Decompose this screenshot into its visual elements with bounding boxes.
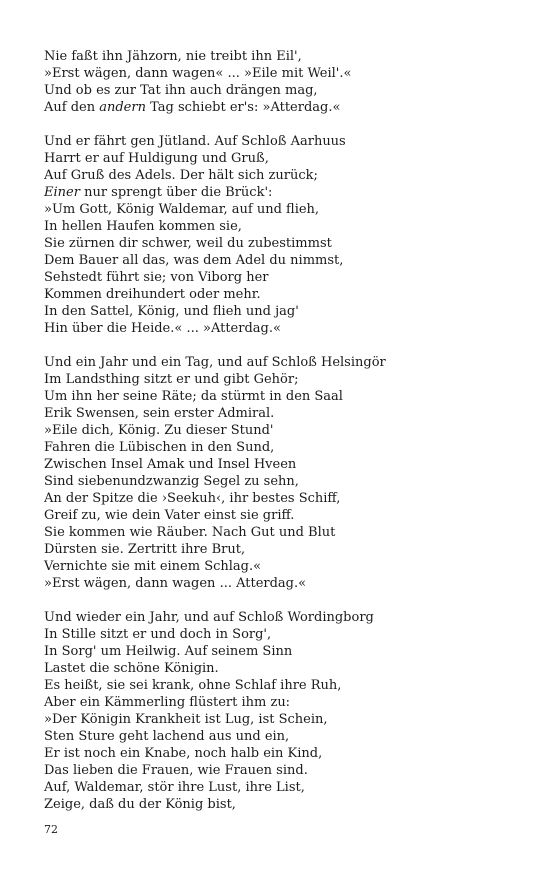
poem-line bbox=[44, 184, 524, 201]
line-text: Erik Swensen, sein erster Admiral. bbox=[44, 406, 275, 421]
poem-line bbox=[44, 269, 524, 286]
poem-line bbox=[44, 150, 524, 167]
line-text: Dürsten sie. Zertritt ihre Brut, bbox=[44, 542, 246, 557]
line-text: Lastet die schöne Königin. bbox=[44, 661, 219, 676]
line-text: Kommen dreihundert oder mehr. bbox=[44, 287, 261, 302]
line-text: Und wieder ein Jahr, und auf Schloß Wordingborg bbox=[44, 610, 374, 625]
line-text: Sind siebenundzwanzig Segel zu sehn, bbox=[44, 474, 299, 489]
poem-line bbox=[44, 745, 524, 762]
poem-line bbox=[44, 201, 524, 218]
poem-page bbox=[44, 48, 524, 830]
line-text: »Erst wägen, dann wagen ... Atterdag.« bbox=[44, 576, 307, 591]
line-text: In hellen Haufen kommen sie, bbox=[44, 219, 242, 234]
line-text: Sie kommen wie Räuber. Nach Gut und Blut bbox=[44, 525, 336, 540]
line-text: Hin über die Heide.« ... »Atterdag.« bbox=[44, 321, 281, 336]
line-text: Im Landsthing sitzt er und gibt Gehör; bbox=[44, 372, 299, 387]
poem-line bbox=[44, 82, 524, 99]
line-text: Und ob es zur Tat ihn auch drängen mag, bbox=[44, 83, 318, 98]
poem-line bbox=[44, 252, 524, 269]
poem-line bbox=[44, 354, 524, 371]
line-text: Fahren die Lübischen in den Sund, bbox=[44, 440, 275, 455]
poem-line bbox=[44, 694, 524, 711]
poem-line bbox=[44, 456, 524, 473]
line-text: Dem Bauer all das, was dem Adel du nimmst, bbox=[44, 253, 344, 268]
line-text: Das lieben die Frauen, wie Frauen sind. bbox=[44, 763, 308, 778]
line-text: An der Spitze die ›Seekuh‹, ihr bestes Schiff, bbox=[44, 491, 341, 506]
line-text: Tag schiebt er's: »Atterdag.« bbox=[145, 100, 341, 115]
line-text: Es heißt, sie sei krank, ohne Schlaf ihre Ruh, bbox=[44, 678, 342, 693]
poem-line bbox=[44, 541, 524, 558]
poem-line bbox=[44, 422, 524, 439]
poem-line bbox=[44, 643, 524, 660]
line-text: Auf Gruß des Adels. Der hält sich zurück; bbox=[44, 168, 318, 183]
line-text: Auf den bbox=[44, 100, 100, 115]
poem-line bbox=[44, 388, 524, 405]
line-text: Nie faßt ihn Jähzorn, nie treibt ihn Eil', bbox=[44, 49, 302, 64]
poem-line bbox=[44, 320, 524, 337]
line-text: Zeige, daß du der König bist, bbox=[44, 797, 236, 812]
poem-line bbox=[44, 711, 524, 728]
poem-line bbox=[44, 626, 524, 643]
line-text: nur sprengt über die Brück': bbox=[79, 185, 273, 200]
stanza bbox=[44, 609, 524, 813]
line-text: »Eile dich, König. Zu dieser Stund' bbox=[44, 423, 274, 438]
poem-line bbox=[44, 133, 524, 150]
line-text: Zwischen Insel Amak und Insel Hveen bbox=[44, 457, 297, 472]
line-text: Und ein Jahr und ein Tag, und auf Schloß Helsingör bbox=[44, 355, 386, 370]
line-text: In Sorg' um Heilwig. Auf seinem Sinn bbox=[44, 644, 293, 659]
line-text: In Stille sitzt er und doch in Sorg', bbox=[44, 627, 272, 642]
poem-line bbox=[44, 609, 524, 626]
line-text: In den Sattel, König, und flieh und jag' bbox=[44, 304, 299, 319]
line-text: Aber ein Kämmerling flüstert ihm zu: bbox=[44, 695, 291, 710]
poem-line bbox=[44, 235, 524, 252]
line-text: Vernichte sie mit einem Schlag.« bbox=[44, 559, 262, 574]
poem-line bbox=[44, 796, 524, 813]
emphasized-text: Einer bbox=[44, 185, 80, 200]
poem-line bbox=[44, 575, 524, 592]
poem-line bbox=[44, 524, 524, 541]
poem-line bbox=[44, 405, 524, 422]
line-text: Er ist noch ein Knabe, noch halb ein Kind, bbox=[44, 746, 323, 761]
line-text: Sten Sture geht lachend aus und ein, bbox=[44, 729, 290, 744]
stanza bbox=[44, 354, 524, 592]
line-text: Greif zu, wie dein Vater einst sie griff. bbox=[44, 508, 295, 523]
poem-line bbox=[44, 779, 524, 796]
line-text: Und er fährt gen Jütland. Auf Schloß Aarhuus bbox=[44, 134, 346, 149]
line-text: »Um Gott, König Waldemar, auf und flieh, bbox=[44, 202, 320, 217]
poem-line bbox=[44, 762, 524, 779]
poem-line bbox=[44, 303, 524, 320]
stanza bbox=[44, 133, 524, 337]
line-text: Sie zürnen dir schwer, weil du zubestimmst bbox=[44, 236, 332, 251]
poem-line bbox=[44, 660, 524, 677]
line-text: Um ihn her seine Räte; da stürmt in den Saal bbox=[44, 389, 343, 404]
poem-line bbox=[44, 48, 524, 65]
poem-line bbox=[44, 677, 524, 694]
poem-line bbox=[44, 167, 524, 184]
line-text: »Der Königin Krankheit ist Lug, ist Schein, bbox=[44, 712, 328, 727]
line-text: »Erst wägen, dann wagen« ... »Eile mit Weil'.« bbox=[44, 66, 352, 81]
poem-line bbox=[44, 371, 524, 388]
line-text: Harrt er auf Huldigung und Gruß, bbox=[44, 151, 269, 166]
poem-line bbox=[44, 99, 524, 116]
line-text: Auf, Waldemar, stör ihre Lust, ihre List, bbox=[44, 780, 305, 795]
poem-line bbox=[44, 218, 524, 235]
poem-line bbox=[44, 65, 524, 82]
poem-line bbox=[44, 439, 524, 456]
page-number: 72 bbox=[44, 823, 58, 836]
poem-line bbox=[44, 558, 524, 575]
emphasized-text: andern bbox=[99, 100, 146, 115]
stanza bbox=[44, 48, 524, 116]
poem-line bbox=[44, 286, 524, 303]
line-text: Sehstedt führt sie; von Viborg her bbox=[44, 270, 269, 285]
poem-line bbox=[44, 490, 524, 507]
poem-line bbox=[44, 507, 524, 524]
poem-line bbox=[44, 473, 524, 490]
poem-line bbox=[44, 728, 524, 745]
